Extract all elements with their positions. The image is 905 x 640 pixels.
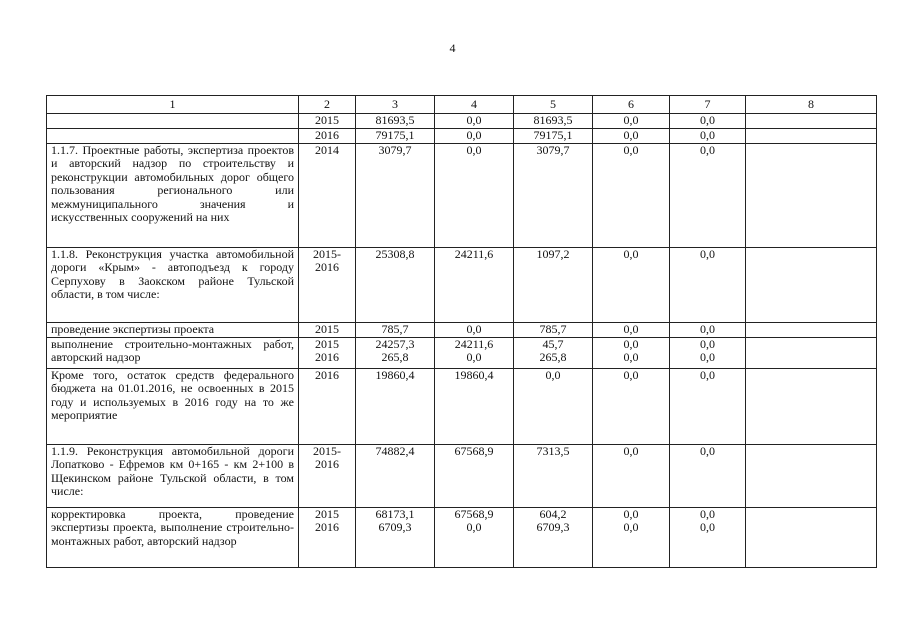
- federal-value: 24211,6: [454, 337, 494, 351]
- row-description: Кроме того, остаток средств федерального бюджета на 01.01.2016, не освоенных в 2015 году и используемых в 2016 году на то же мероприятие: [47, 369, 299, 445]
- federal-value: 67568,9: [454, 507, 494, 521]
- year-cell: 2015-2016: [299, 445, 356, 508]
- row-description: выполнение строительно-монтажных работ, авторский надзор: [47, 338, 299, 369]
- row-description: проведение экспертизы проекта: [47, 323, 299, 338]
- regional-value: 604,2: [539, 507, 567, 521]
- year-cell: [299, 508, 356, 568]
- total-cell: 25308,8: [356, 248, 435, 323]
- total-cell: 81693,5: [356, 114, 435, 129]
- regional-cell: [514, 508, 593, 568]
- column-header: 3: [356, 96, 435, 114]
- table-row: [47, 114, 877, 129]
- year-cell: 2015: [299, 323, 356, 338]
- column-header: 6: [593, 96, 670, 114]
- local-value: 0,0: [623, 337, 639, 351]
- note-cell: [746, 323, 877, 338]
- local-value: 0,0: [623, 520, 639, 535]
- table-row: [47, 369, 877, 445]
- regional-value: 45,7: [542, 337, 564, 351]
- table-header-row: [47, 96, 877, 114]
- year-cell: [299, 338, 356, 369]
- other-cell: 0,0: [670, 129, 746, 144]
- other-cell: 0,0: [670, 114, 746, 129]
- table-row: [47, 129, 877, 144]
- regional-cell: [514, 338, 593, 369]
- note-cell: [746, 369, 877, 445]
- column-header: 2: [299, 96, 356, 114]
- regional-cell: 785,7: [514, 323, 593, 338]
- row-description: 1.1.8. Реконструкция участка автомобильной дороги «Крым» - автоподъезд к городу Серпухову в Заокском районе Тульской области, в том числе:: [47, 248, 299, 323]
- row-description: [47, 114, 299, 129]
- regional-cell: 3079,7: [514, 144, 593, 248]
- other-value: 0,0: [700, 337, 715, 351]
- regional-value: 265,8: [539, 350, 567, 365]
- year-cell: 2016: [299, 369, 356, 445]
- row-description: 1.1.9. Реконструкция автомобильной дороги Лопатково - Ефремов км 0+165 - км 2+100 в Щекинском районе Тульской области, в том числе:: [47, 445, 299, 508]
- year-value: 2015: [315, 507, 339, 521]
- page-number: 4: [449, 41, 456, 55]
- regional-value: 6709,3: [536, 520, 570, 535]
- budget-table: [46, 95, 877, 568]
- total-cell: 785,7: [356, 323, 435, 338]
- federal-cell: [435, 508, 514, 568]
- federal-cell: 67568,9: [435, 445, 514, 508]
- column-header: 7: [670, 96, 746, 114]
- total-value: 24257,3: [375, 337, 415, 351]
- year-cell: 2016: [299, 129, 356, 144]
- other-cell: 0,0: [670, 369, 746, 445]
- note-cell: [746, 338, 877, 369]
- column-header: 8: [746, 96, 877, 114]
- federal-cell: 0,0: [435, 323, 514, 338]
- local-value: 0,0: [623, 507, 639, 521]
- column-header: 4: [435, 96, 514, 114]
- other-cell: 0,0: [670, 144, 746, 248]
- local-cell: 0,0: [593, 445, 670, 508]
- other-cell: 0,0: [670, 445, 746, 508]
- other-value: 0,0: [700, 520, 715, 535]
- total-cell: 3079,7: [356, 144, 435, 248]
- note-cell: [746, 445, 877, 508]
- local-cell: 0,0: [593, 129, 670, 144]
- federal-cell: 0,0: [435, 144, 514, 248]
- row-description: [47, 129, 299, 144]
- table-row: [47, 144, 877, 248]
- federal-value: 0,0: [466, 350, 482, 365]
- row-description: корректировка проекта, проведение экспертизы проекта, выполнение строительно-монтажных работ, авторский надзор: [47, 508, 299, 568]
- federal-cell: 0,0: [435, 129, 514, 144]
- year-cell: 2014: [299, 144, 356, 248]
- other-cell: [670, 338, 746, 369]
- total-value: 6709,3: [378, 520, 412, 535]
- year-value: 2015: [315, 337, 339, 351]
- total-cell: [356, 508, 435, 568]
- federal-cell: 24211,6: [435, 248, 514, 323]
- note-cell: [746, 248, 877, 323]
- regional-cell: 1097,2: [514, 248, 593, 323]
- year-value: 2016: [315, 520, 339, 535]
- year-value: 2016: [315, 350, 339, 365]
- total-cell: 74882,4: [356, 445, 435, 508]
- note-cell: [746, 129, 877, 144]
- regional-cell: 0,0: [514, 369, 593, 445]
- local-cell: [593, 338, 670, 369]
- row-description: 1.1.7. Проектные работы, экспертиза проектов и авторский надзор по строительству и реконструкции автомобильных дорог общего пользования регионального или межмуниципального значения и искусственных сооружений на них: [47, 144, 299, 248]
- local-cell: [593, 508, 670, 568]
- total-cell: 79175,1: [356, 129, 435, 144]
- total-cell: 19860,4: [356, 369, 435, 445]
- local-value: 0,0: [623, 350, 639, 365]
- other-value: 0,0: [700, 350, 715, 365]
- table-row: [47, 338, 877, 369]
- local-cell: 0,0: [593, 114, 670, 129]
- local-cell: 0,0: [593, 323, 670, 338]
- table-row: [47, 248, 877, 323]
- column-header: 1: [47, 96, 299, 114]
- federal-cell: 19860,4: [435, 369, 514, 445]
- year-cell: 2015-2016: [299, 248, 356, 323]
- other-cell: 0,0: [670, 323, 746, 338]
- other-value: 0,0: [700, 507, 715, 521]
- regional-cell: 7313,5: [514, 445, 593, 508]
- federal-cell: [435, 338, 514, 369]
- year-cell: 2015: [299, 114, 356, 129]
- total-cell: [356, 338, 435, 369]
- column-header: 5: [514, 96, 593, 114]
- local-cell: 0,0: [593, 144, 670, 248]
- note-cell: [746, 508, 877, 568]
- note-cell: [746, 144, 877, 248]
- table-row: [47, 508, 877, 568]
- other-cell: 0,0: [670, 248, 746, 323]
- local-cell: 0,0: [593, 248, 670, 323]
- local-cell: 0,0: [593, 369, 670, 445]
- federal-cell: 0,0: [435, 114, 514, 129]
- other-cell: [670, 508, 746, 568]
- total-value: 265,8: [381, 350, 409, 365]
- note-cell: [746, 114, 877, 129]
- table-row: [47, 445, 877, 508]
- total-value: 68173,1: [375, 507, 415, 521]
- regional-cell: 81693,5: [514, 114, 593, 129]
- federal-value: 0,0: [466, 520, 482, 535]
- table-row: [47, 323, 877, 338]
- regional-cell: 79175,1: [514, 129, 593, 144]
